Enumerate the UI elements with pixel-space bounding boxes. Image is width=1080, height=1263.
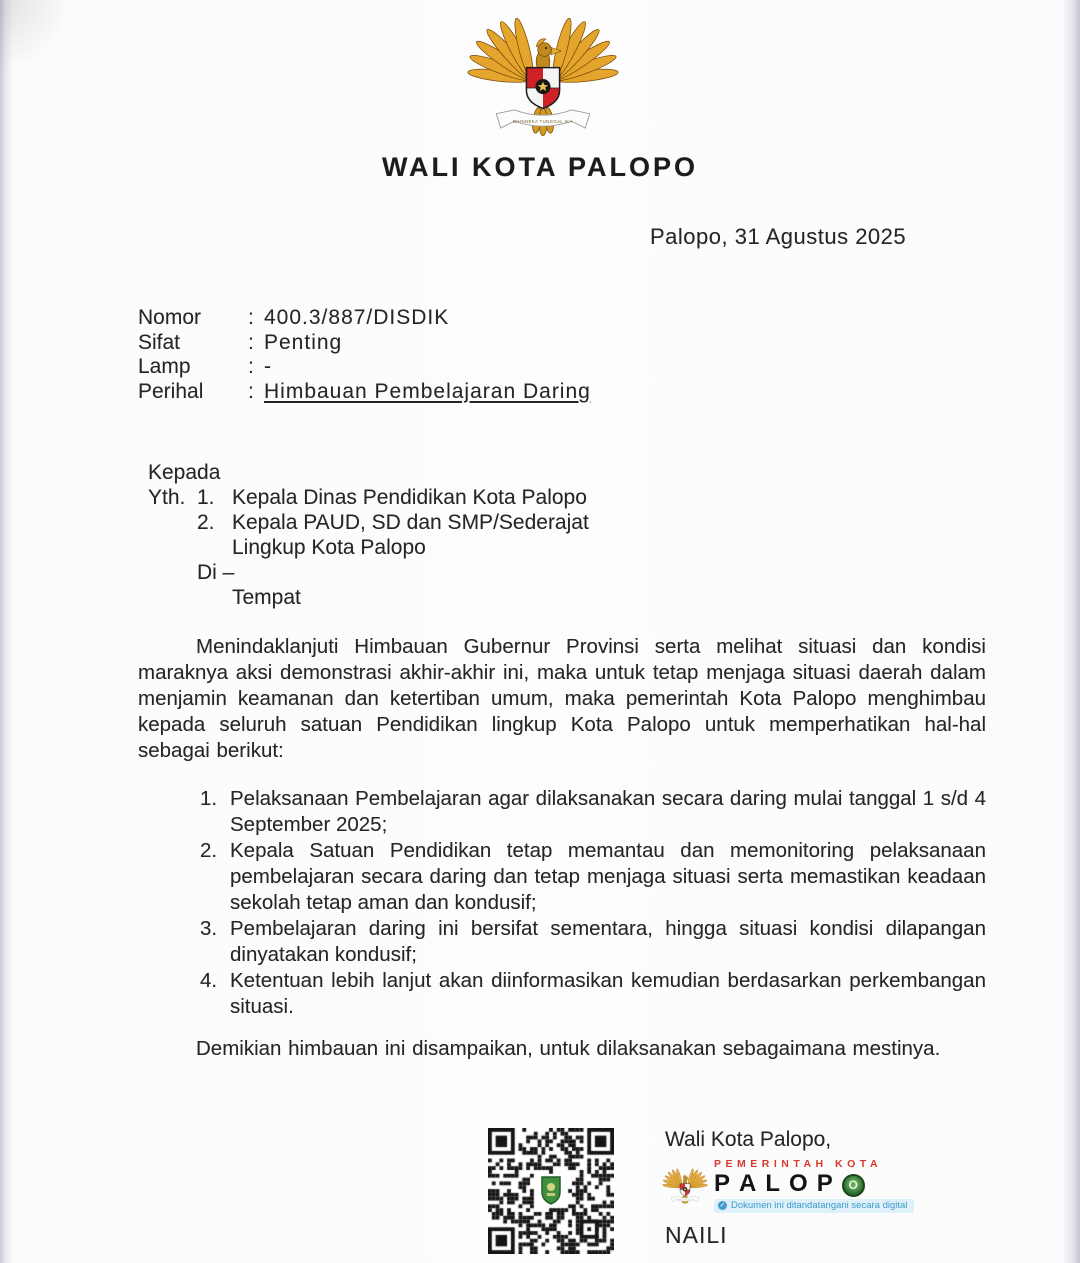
meta-value-subject: Himbauan Pembelajaran Daring	[264, 379, 591, 403]
meta-separator: :	[248, 355, 254, 379]
meta-row-lamp	[138, 355, 591, 380]
stamp-note-text: Dokumen ini ditandatangani secara digital	[731, 1200, 908, 1211]
recipient-yth-label: Yth.	[148, 486, 186, 509]
meta-label: Nomor	[138, 306, 202, 329]
list-item-number: 4.	[200, 969, 218, 992]
list-item-text: Pembelajaran daring ini bersifat sementara, hingga situasi kondisi dilapangan dinyatakan kondusif;	[230, 917, 986, 966]
meta-separator: :	[248, 379, 254, 403]
recipient-kepada-label: Kepada	[148, 461, 221, 484]
meta-value: Penting	[264, 330, 343, 354]
recipient-item-number: 2.	[197, 511, 215, 534]
recipient-di-label: Di –	[197, 561, 235, 584]
meta-row-perihal	[138, 380, 591, 405]
meta-label: Sifat	[138, 330, 181, 354]
recipient-tempat-label: Tempat	[232, 586, 301, 609]
list-item	[200, 968, 986, 1020]
list-item-text: Pelaksanaan Pembelajaran agar dilaksanakan secara daring mulai tanggal 1 s/d 4 September 2025;	[230, 787, 986, 836]
garuda-pancasila-emblem	[460, 14, 626, 144]
meta-label: Lamp	[138, 355, 191, 379]
list-item-number: 3.	[200, 917, 218, 940]
list-item-text: Ketentuan lebih lanjut akan diinformasikan kemudian berdasarkan perkembangan situasi.	[230, 969, 986, 1018]
recipient-line	[148, 510, 589, 535]
stamp-government-label: PEMERINTAH KOTA	[714, 1158, 883, 1170]
closing-paragraph: Demikian himbauan ini disampaikan, untuk dilaksanakan sebagaimana mestinya.	[196, 1037, 941, 1060]
recipient-line	[148, 535, 589, 560]
recipient-block	[148, 460, 589, 610]
recipient-di	[148, 560, 589, 585]
meta-row-sifat	[138, 331, 591, 356]
stamp-digital-note	[714, 1199, 914, 1213]
recipient-item-text: Kepala Dinas Pendidikan Kota Palopo	[232, 486, 587, 509]
digital-signature-qr	[488, 1128, 614, 1254]
recipient-item-number: 1.	[197, 486, 215, 509]
stamp-note-check-icon: ✓	[719, 1202, 726, 1209]
letter-meta	[138, 306, 591, 404]
meta-row-nomor	[138, 306, 591, 331]
list-item-text: Kepala Satuan Pendidikan tetap memantau dan memonitoring pelaksanaan pembelajaran secara daring dan tetap menjaga situasi serta memastikan keadaan sekolah tetap aman dan kondusif;	[230, 839, 986, 914]
letterhead-title: WALI KOTA PALOPO	[382, 152, 698, 182]
list-item-number: 2.	[200, 839, 218, 862]
recipient-item-text: Kepala PAUD, SD dan SMP/Sederajat	[232, 511, 589, 534]
stamp-garuda-icon	[660, 1160, 710, 1214]
meta-value: 400.3/887/DISDIK	[264, 306, 450, 329]
recipient-line	[148, 485, 589, 510]
list-item	[200, 838, 986, 916]
digital-signature-stamp	[660, 1158, 914, 1214]
signatory-name: NAILI	[665, 1222, 728, 1248]
qr-center-shield-icon	[538, 1174, 564, 1206]
recipient-kepada	[148, 460, 589, 485]
meta-value: -	[264, 355, 272, 379]
signatory-role: Wali Kota Palopo,	[665, 1128, 832, 1151]
stamp-city-wordmark: P A L O P O	[714, 1171, 914, 1197]
meta-separator: :	[248, 306, 254, 329]
instruction-list	[200, 786, 986, 1020]
list-item	[200, 916, 986, 968]
list-item-number: 1.	[200, 787, 218, 810]
meta-label: Perihal	[138, 379, 204, 403]
dateline: Palopo, 31 Agustus 2025	[650, 224, 907, 249]
opening-paragraph: Menindaklanjuti Himbauan Gubernur Provinsi serta melihat situasi dan kondisi maraknya aksi demonstrasi akhir-akhir ini, maka untuk tetap menjaga situasi daerah dalam menjamin keamanan dan ketertiban umum, maka pemerintah Kota Palopo menghimbau kepada seluruh satuan Pendidikan lingkup Kota Palopo untuk memperhatikan hal-hal sebagai berikut:	[138, 635, 986, 762]
recipient-tempat	[148, 585, 589, 610]
meta-separator: :	[248, 330, 254, 354]
recipient-item-text: Lingkup Kota Palopo	[232, 536, 426, 559]
list-item	[200, 786, 986, 838]
